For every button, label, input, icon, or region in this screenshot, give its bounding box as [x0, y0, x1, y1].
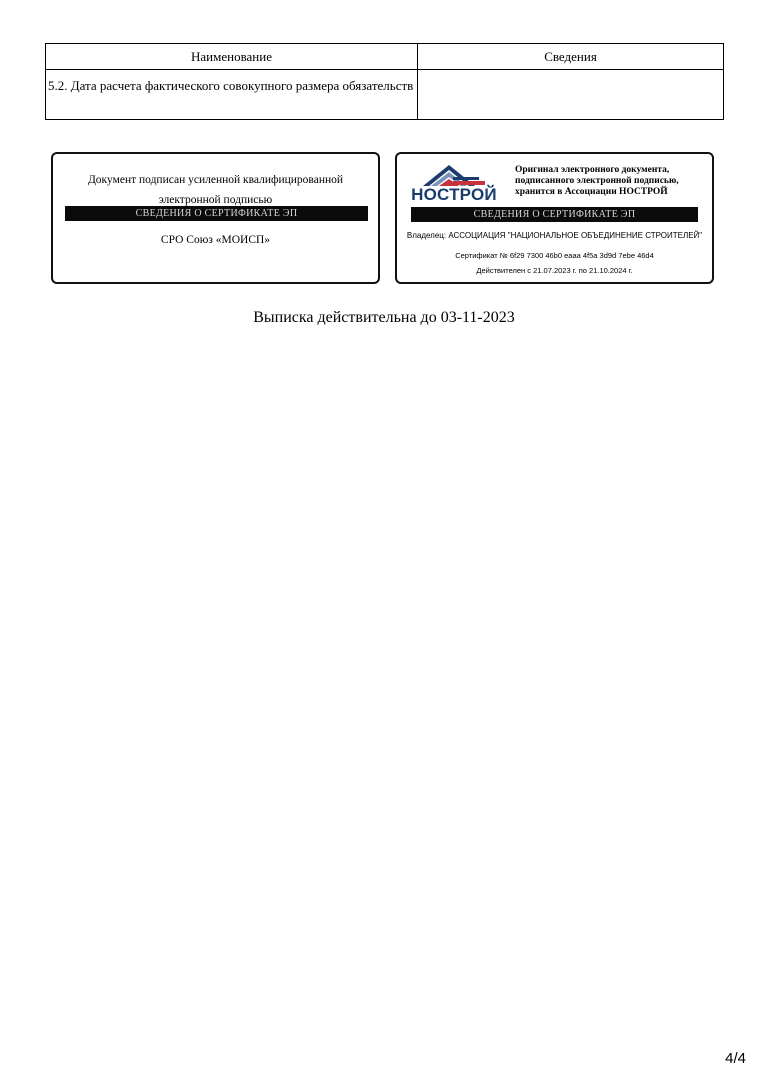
row-value-cell	[418, 70, 724, 120]
signature-stamp-left	[51, 152, 380, 284]
organization-name: СРО Союз «МОИСП»	[160, 234, 271, 246]
certificate-number: Сертификат № 6f29 7300 46b0 eaaa 4f5a 3d9d 7ebe 46d4	[455, 251, 654, 260]
table-row	[46, 70, 724, 120]
header-name: Наименование	[46, 44, 418, 70]
nostroy-logo	[409, 162, 499, 204]
original-storage-text: Оригинал электронного документа, подписанного электронной подписью, хранится в Ассоциации НОСТРОЙ	[515, 165, 679, 197]
page-number: 4/4	[725, 1050, 746, 1067]
signed-text: Документ подписан усиленной квалифицированной электронной подписью	[87, 174, 344, 206]
info-table	[45, 43, 724, 120]
signature-stamp-right	[395, 152, 714, 284]
certificate-owner: Владелец: АССОЦИАЦИЯ "НАЦИОНАЛЬНОЕ ОБЪЕДИНЕНИЕ СТРОИТЕЛЕЙ"	[406, 231, 703, 240]
certificate-bar: СВЕДЕНИЯ О СЕРТИФИКАТЕ ЭП	[65, 206, 368, 221]
table-header-row	[46, 44, 724, 70]
header-info: Сведения	[418, 44, 724, 70]
certificate-bar: СВЕДЕНИЯ О СЕРТИФИКАТЕ ЭП	[411, 207, 698, 222]
logo-text: НОСТРОЙ	[411, 185, 497, 204]
certificate-validity: Действителен с 21.07.2023 г. по 21.10.2024 г.	[476, 266, 633, 275]
row-name-cell: 5.2. Дата расчета фактического совокупного размера обязательств	[46, 70, 418, 120]
extract-validity: Выписка действительна до 03-11-2023	[253, 309, 515, 326]
